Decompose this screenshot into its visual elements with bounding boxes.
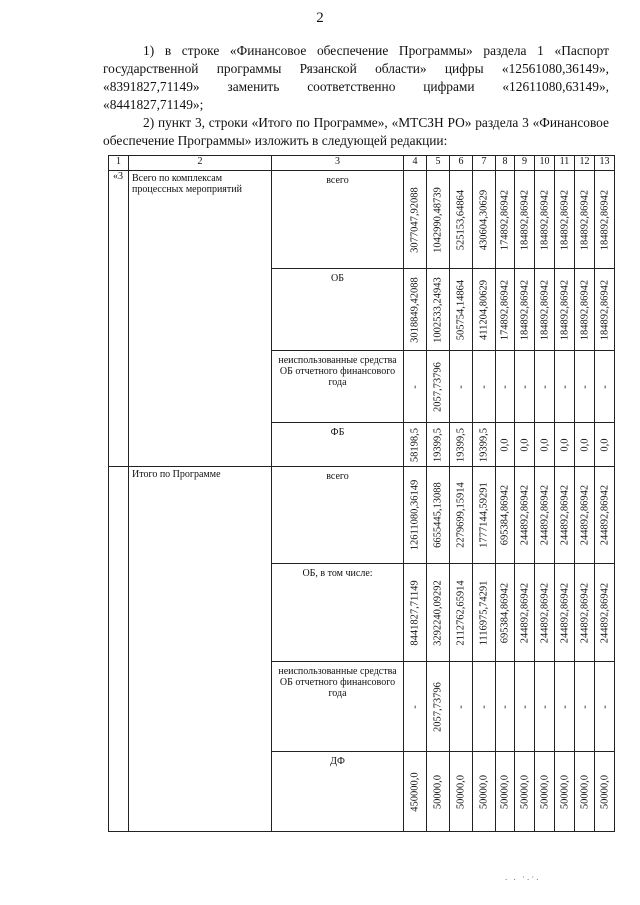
column-number-header: 8 (496, 156, 515, 171)
value-cell (473, 662, 496, 752)
funding-source-label: неиспользованные средства ОБ отчетного финансового года (272, 662, 404, 752)
value-text: 450000,0 (409, 771, 421, 812)
value-cell (595, 564, 615, 662)
value-text: 184892,86942 (599, 189, 610, 250)
value-cell (427, 752, 450, 832)
column-number-header: 11 (555, 156, 575, 171)
value-text: 244892,86942 (539, 484, 550, 546)
value-cell (515, 564, 535, 662)
value-cell (496, 171, 515, 269)
value-text: 19399,5 (432, 427, 444, 462)
value-cell (404, 351, 427, 423)
value-text: - (409, 704, 421, 709)
value-text: 244892,86942 (599, 484, 610, 546)
value-text: 244892,86942 (579, 582, 590, 643)
value-cell (427, 467, 450, 564)
value-cell (575, 423, 595, 467)
value-cell (535, 351, 555, 423)
value-text: 244892,86942 (519, 582, 530, 643)
column-number-header: 10 (535, 156, 555, 171)
value-cell (535, 467, 555, 564)
value-text: 184892,86942 (539, 189, 550, 250)
value-text: 3018849,42088 (409, 276, 421, 343)
value-cell (595, 269, 615, 351)
value-cell (515, 662, 535, 752)
value-text: - (579, 384, 590, 389)
value-cell (427, 423, 450, 467)
value-cell (535, 662, 555, 752)
value-text: 0,0 (559, 437, 570, 452)
value-text: - (478, 704, 490, 709)
column-number-header: 9 (515, 156, 535, 171)
value-cell (515, 467, 535, 564)
value-text: 50000,0 (519, 774, 530, 809)
value-text: 430604,30629 (478, 189, 490, 250)
value-cell (450, 351, 473, 423)
value-cell (427, 351, 450, 423)
value-text: 50000,0 (579, 774, 590, 809)
value-cell (404, 269, 427, 351)
value-cell (473, 752, 496, 832)
value-cell (535, 564, 555, 662)
value-cell (555, 171, 575, 269)
value-text: 1116975,74291 (478, 580, 490, 645)
value-text: 184892,86942 (559, 189, 570, 250)
value-cell (473, 269, 496, 351)
value-text: - (478, 384, 490, 389)
value-text: 244892,86942 (559, 484, 570, 546)
column-number-header: 4 (404, 156, 427, 171)
value-cell (535, 752, 555, 832)
row-number-cell: «3 (109, 171, 129, 467)
table-row (109, 467, 615, 564)
value-text: 2279699,15914 (455, 482, 467, 548)
value-text: 244892,86942 (599, 582, 610, 643)
value-text: 2112762,65914 (455, 579, 467, 646)
value-cell (555, 269, 575, 351)
column-number-header: 7 (473, 156, 496, 171)
value-text: 184892,86942 (559, 279, 570, 340)
column-number-header: 2 (129, 156, 272, 171)
column-number-header: 13 (595, 156, 615, 171)
value-text: 58198,5 (409, 427, 421, 462)
value-cell (404, 564, 427, 662)
value-text: 184892,86942 (599, 279, 610, 340)
value-text: - (599, 384, 610, 389)
value-cell (427, 662, 450, 752)
value-text: - (539, 384, 550, 389)
value-text: 174892,86942 (499, 279, 511, 340)
value-text: - (539, 704, 550, 709)
row-title-cell: Всего по комплексам процессных мероприятий (129, 171, 272, 467)
value-cell (496, 351, 515, 423)
financing-table (108, 155, 615, 832)
column-number-header: 3 (272, 156, 404, 171)
value-cell (450, 752, 473, 832)
value-text: 50000,0 (478, 774, 490, 809)
value-cell (555, 662, 575, 752)
value-cell (555, 351, 575, 423)
value-cell (404, 423, 427, 467)
value-text: - (455, 384, 467, 389)
table-row (109, 171, 615, 269)
value-cell (515, 351, 535, 423)
value-text: 1042990,48739 (432, 186, 444, 253)
value-text: 19399,5 (478, 427, 490, 462)
value-cell (575, 351, 595, 423)
value-cell (450, 564, 473, 662)
column-number-header: 12 (575, 156, 595, 171)
value-text: 184892,86942 (539, 279, 550, 340)
value-text: 12611080,36149 (409, 479, 421, 551)
value-cell (515, 171, 535, 269)
value-text: 525153,64864 (455, 189, 467, 250)
row-number-cell (109, 467, 129, 832)
value-text: - (499, 384, 511, 389)
value-text: 2057,73796 (432, 361, 444, 412)
value-cell (427, 269, 450, 351)
value-text: 411204,80629 (478, 279, 490, 340)
value-cell (535, 423, 555, 467)
value-text: - (579, 704, 590, 709)
value-text: - (409, 384, 421, 389)
value-cell (535, 269, 555, 351)
value-cell (496, 269, 515, 351)
value-text: - (519, 384, 530, 389)
value-text: 244892,86942 (559, 582, 570, 643)
value-cell (595, 752, 615, 832)
value-text: 184892,86942 (519, 279, 530, 340)
value-cell (595, 171, 615, 269)
value-cell (515, 423, 535, 467)
funding-source-label: ДФ (272, 752, 404, 832)
value-text: 19399,5 (455, 427, 467, 462)
column-number-header: 1 (109, 156, 129, 171)
value-text: 0,0 (579, 437, 590, 452)
value-text: 1777144,59291 (478, 482, 490, 548)
value-cell (450, 269, 473, 351)
value-cell (555, 752, 575, 832)
value-cell (496, 423, 515, 467)
scan-artifact: . . ·.·. (505, 872, 541, 882)
value-text: 244892,86942 (539, 582, 550, 643)
value-text: - (599, 704, 610, 709)
value-text: 50000,0 (499, 774, 511, 809)
value-cell (473, 423, 496, 467)
value-cell (575, 171, 595, 269)
value-cell (575, 662, 595, 752)
value-cell (427, 564, 450, 662)
value-text: - (519, 704, 530, 709)
value-text: 6655445,13088 (432, 482, 444, 548)
value-cell (496, 752, 515, 832)
value-text: 1002533,24943 (432, 276, 444, 343)
paragraph-amendment-2: 2) пункт 3, строки «Итого по Программе», «МТСЗН РО» раздела 3 «Финансовое обеспечение Программы» изложить в следующей редакции: (103, 115, 609, 148)
value-cell (515, 752, 535, 832)
value-cell (575, 564, 595, 662)
value-text: 0,0 (539, 437, 550, 452)
value-text: 244892,86942 (519, 484, 530, 546)
value-cell (496, 662, 515, 752)
value-text: - (559, 704, 570, 709)
value-cell (427, 171, 450, 269)
value-text: 50000,0 (539, 774, 550, 809)
value-text: - (455, 704, 467, 709)
value-cell (555, 467, 575, 564)
value-text: 50000,0 (599, 774, 610, 809)
value-text: 3077047,92088 (409, 186, 421, 253)
value-text: 50000,0 (559, 774, 570, 809)
funding-source-label: всего (272, 467, 404, 564)
value-cell (473, 564, 496, 662)
value-cell (515, 269, 535, 351)
value-cell (575, 752, 595, 832)
value-cell (450, 467, 473, 564)
funding-source-label: неиспользованные средства ОБ отчетного финансового года (272, 351, 404, 423)
page-number: 2 (316, 10, 324, 26)
value-cell (404, 171, 427, 269)
value-cell (595, 662, 615, 752)
value-text: 505754,14864 (455, 279, 467, 340)
value-cell (496, 564, 515, 662)
funding-source-label: ФБ (272, 423, 404, 467)
value-cell (555, 564, 575, 662)
value-text: 0,0 (519, 437, 530, 452)
value-text: 184892,86942 (579, 189, 590, 250)
funding-source-label: всего (272, 171, 404, 269)
value-text: 695384,86942 (499, 484, 511, 546)
value-cell (535, 171, 555, 269)
value-cell (404, 752, 427, 832)
value-cell (404, 662, 427, 752)
column-number-header: 5 (427, 156, 450, 171)
value-cell (450, 423, 473, 467)
value-cell (575, 269, 595, 351)
value-text: 50000,0 (455, 774, 467, 809)
value-cell (496, 467, 515, 564)
funding-source-label: ОБ, в том числе: (272, 564, 404, 662)
row-title-cell: Итого по Программе (129, 467, 272, 832)
value-cell (450, 171, 473, 269)
value-text: 8441827,71149 (409, 579, 421, 646)
paragraph-amendment-1: 1) в строке «Финансовое обеспечение Программы» раздела 1 «Паспорт государственной программы Рязанской области» цифры «12561080,36149», «8391827,71149» заменить соответственно цифрами «12611080,63149», «8441827,71149»; (103, 43, 609, 112)
value-text: 0,0 (599, 437, 610, 452)
value-cell (595, 423, 615, 467)
value-cell (450, 662, 473, 752)
value-cell (473, 171, 496, 269)
value-cell (473, 467, 496, 564)
value-cell (473, 351, 496, 423)
funding-source-label: ОБ (272, 269, 404, 351)
value-cell (404, 467, 427, 564)
value-text: 3292240,09292 (432, 579, 444, 646)
value-text: - (499, 704, 511, 709)
value-text: - (559, 384, 570, 389)
table-header-row (109, 156, 615, 171)
value-text: 184892,86942 (519, 189, 530, 250)
value-text: 244892,86942 (579, 484, 590, 546)
value-text: 184892,86942 (579, 279, 590, 340)
value-text: 50000,0 (432, 774, 444, 809)
column-number-header: 6 (450, 156, 473, 171)
value-text: 695384,86942 (499, 582, 511, 643)
value-text: 174892,86942 (499, 189, 511, 250)
value-cell (555, 423, 575, 467)
value-text: 2057,73796 (432, 681, 444, 732)
value-cell (595, 467, 615, 564)
value-text: 0,0 (499, 437, 511, 452)
value-cell (595, 351, 615, 423)
value-cell (575, 467, 595, 564)
